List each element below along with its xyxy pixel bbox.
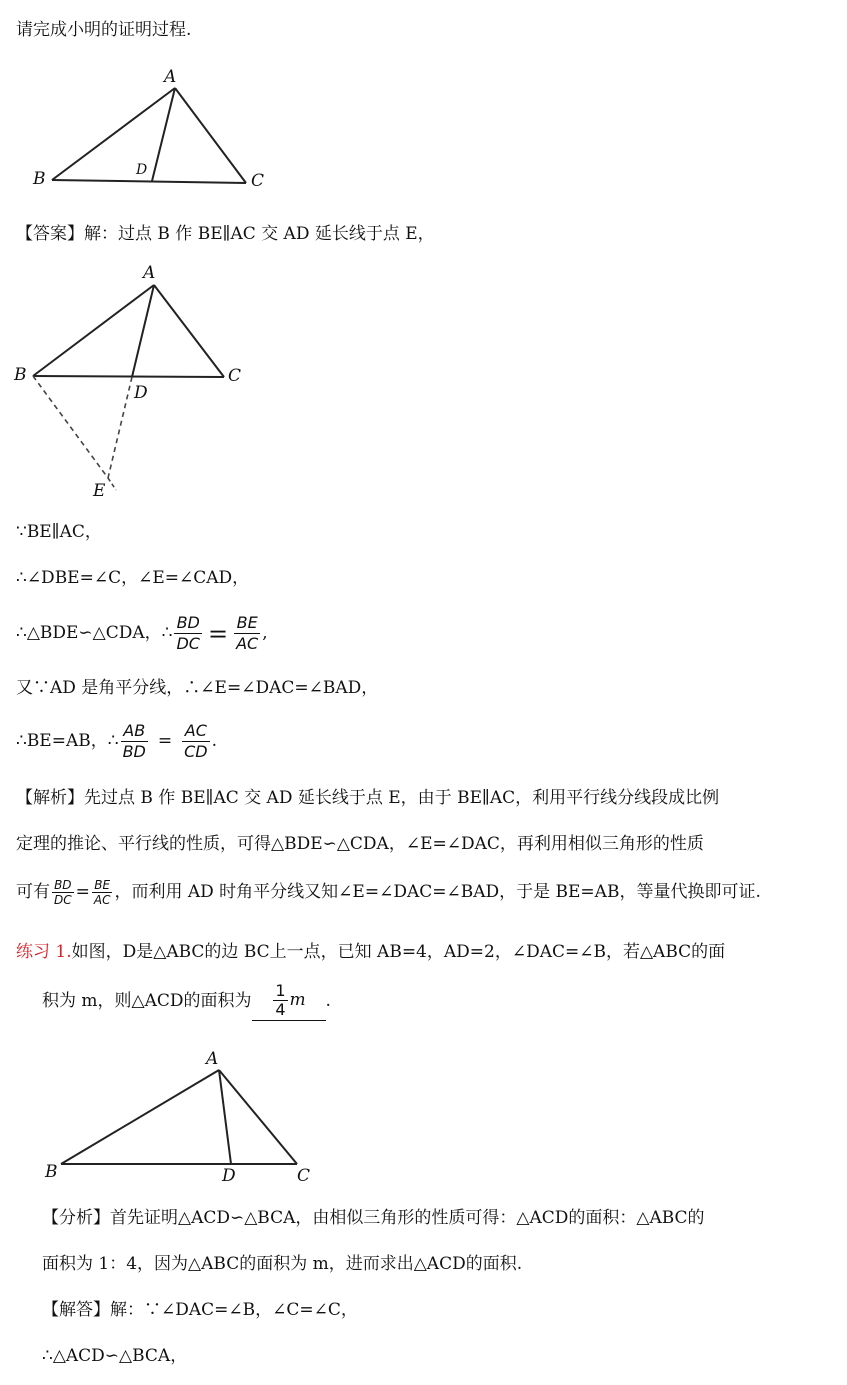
proof-line-5: ∴BE=AB，∴ $\frac{AB}{BD}$ = $\frac{AC}{CD}$ . <box>16 721 218 761</box>
fig2-label-C: C <box>228 366 242 386</box>
answer-blank: $\frac{1}{4}$ m <box>252 980 326 1021</box>
proof-line-2: ∴∠DBE=∠C，∠E=∠CAD， <box>16 568 250 588</box>
fig2-label-D: D <box>134 383 148 403</box>
fig3-label-A: A <box>206 1049 219 1069</box>
small-fraction-bd-dc: $\frac{BD}{DC}$ <box>54 878 72 907</box>
fenxi-line-2: 面积为 1：4，因为△ABC的面积为 m，进而求出△ACD的面积. <box>42 1254 523 1274</box>
fig1-label-D: D <box>136 162 148 178</box>
fig3-label-C: C <box>297 1166 311 1186</box>
intro-text: 请完成小明的证明过程. <box>16 20 192 40</box>
fig3-label-B: B <box>45 1162 58 1182</box>
proof-line-1: ∵BE∥AC， <box>16 522 102 542</box>
fraction-ab-bd: $\frac{AB}{BD}$ <box>122 721 146 761</box>
fenxi-line-1: 【分析】首先证明△ACD∽△BCA，由相似三角形的性质可得：△ACD的面积：△ABC的 <box>42 1208 705 1228</box>
analysis-line-2: 定理的推论、平行线的性质，可得△BDE∽△CDA，∠E=∠DAC，再利用相似三角形的性质 <box>16 834 704 854</box>
fig1-label-B: B <box>33 169 46 189</box>
fig1-label-A: A <box>164 67 177 87</box>
fraction-bd-dc: $\frac{BD}{DC}$ <box>176 613 200 653</box>
exercise-label: 练习 1. <box>16 942 72 962</box>
fraction-ac-cd: $\frac{AC}{CD}$ <box>184 721 208 761</box>
small-fraction-be-ac: $\frac{BE}{AC}$ <box>93 878 111 907</box>
exercise-question: 如图，D是△ABC的边 BC上一点，已知 AB=4，AD=2，∠DAC=∠B，若△ABC的面 <box>71 942 726 962</box>
analysis-line-3: 可有 $\frac{BD}{DC}$ = $\frac{BE}{AC}$ ，而利用 AD 时角平分线又知∠E=∠DAC=∠BAD，于是 BE=AB，等量代换即可证. <box>16 878 761 907</box>
proof-line-4: 又∵AD 是角平分线，∴∠E=∠DAC=∠BAD， <box>16 678 379 698</box>
proof-line-3-text: ∴△BDE∽△CDA，∴ <box>16 623 173 643</box>
fig2-label-A: A <box>143 263 156 283</box>
exercise-line-2: 积为 m，则△ACD的面积为 $\frac{1}{4}$ m . <box>42 981 331 1019</box>
fraction-be-ac: $\frac{BE}{AC}$ <box>236 613 259 653</box>
jieda-line-2: ∴△ACD∽△BCA， <box>42 1346 188 1366</box>
fig2-label-E: E <box>93 481 106 501</box>
jieda-line-1: 【解答】解：∵∠DAC=∠B，∠C=∠C， <box>42 1300 358 1320</box>
fig2-label-B: B <box>14 365 27 385</box>
answer-header: 【答案】解：过点 B 作 BE∥AC 交 AD 延长线于点 E， <box>16 224 435 244</box>
fig1-label-C: C <box>251 171 265 191</box>
proof-line-3: ∴△BDE∽△CDA，∴ $\frac{BD}{DC}$ = $\frac{BE}{AC}$ , <box>16 613 268 653</box>
fig3-label-D: D <box>222 1166 236 1186</box>
proof-line-5-text: ∴BE=AB，∴ <box>16 731 119 751</box>
analysis-line-1: 【解析】先过点 B 作 BE∥AC 交 AD 延长线于点 E，由于 BE∥AC，利用平行线分线段成比例 <box>16 788 720 808</box>
